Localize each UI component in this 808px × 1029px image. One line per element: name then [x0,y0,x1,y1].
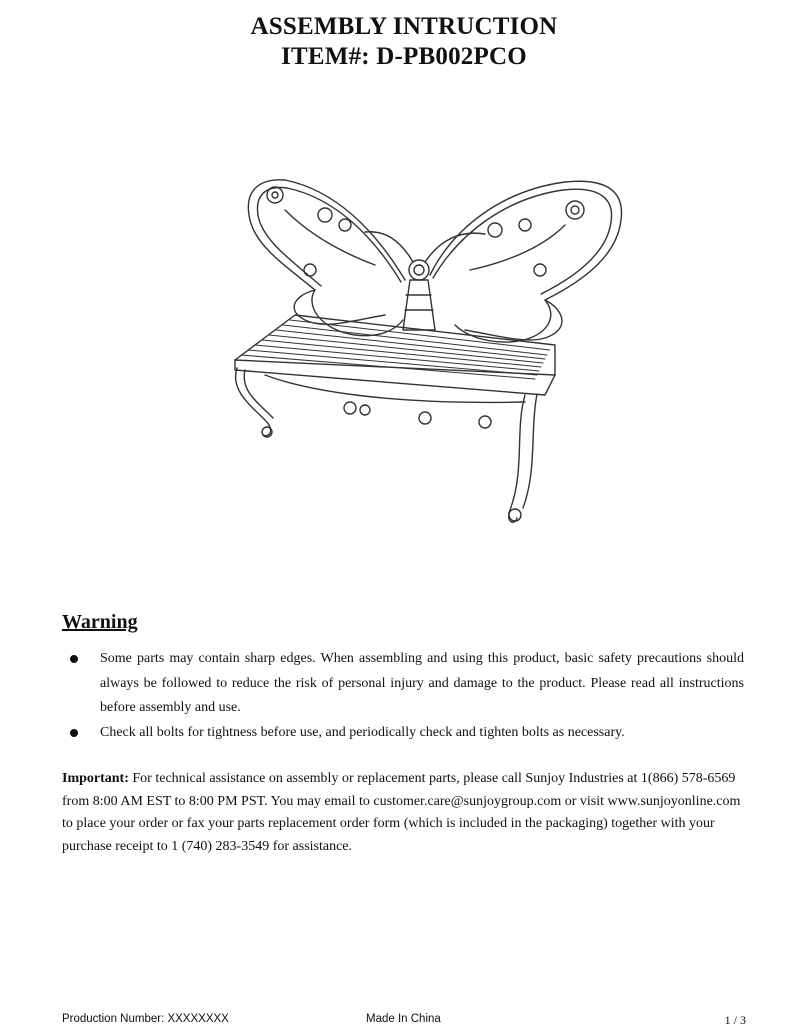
right-leg [509,395,525,522]
important-note [62,768,752,858]
important-label: Important: [62,771,129,786]
bullet-icon [70,729,78,737]
left-wing-outline [248,180,405,324]
right-wing-outline [430,181,622,340]
list-item [62,721,744,746]
page-number: 1 / 3 [724,1013,746,1027]
important-text: For technical assistance on assembly or replacement parts, please call Sunjoy Industries at 1(866) 578-6569 from 8:00 AM EST to 8:00 PM PST. You may email to customer.care@sunjoygroup.com or visit www.sunjoyonline.com to place your order or fax your parts replacement order form (which is included in the packaging) together with your purchase receipt to 1 (740) 283-3549 for assistance. [62,771,741,854]
butterfly-body [403,280,435,330]
warning-heading: Warning [62,611,138,633]
document-title: ASSEMBLY INTRUCTION [250,13,558,40]
warning-list [62,647,744,745]
warning-text-1: Some parts may contain sharp edges. When assembling and using this product, basic safety precautions should always be followed to reduce the risk of personal injury and damage to the product. Please read all instructions before assembly and use. [100,651,744,715]
butterfly-bench-drawing [225,170,635,535]
left-leg [236,368,271,436]
warning-text-2: Check all bolts for tightness before use, and periodically check and tighten bolts as necessary. [100,724,625,740]
production-number: Production Number: XXXXXXXX [62,1013,229,1025]
list-item [62,647,744,721]
bullet-icon [70,655,78,663]
item-number: ITEM#: D-PB002PCO [281,43,527,70]
made-in: Made In China [366,1013,441,1025]
